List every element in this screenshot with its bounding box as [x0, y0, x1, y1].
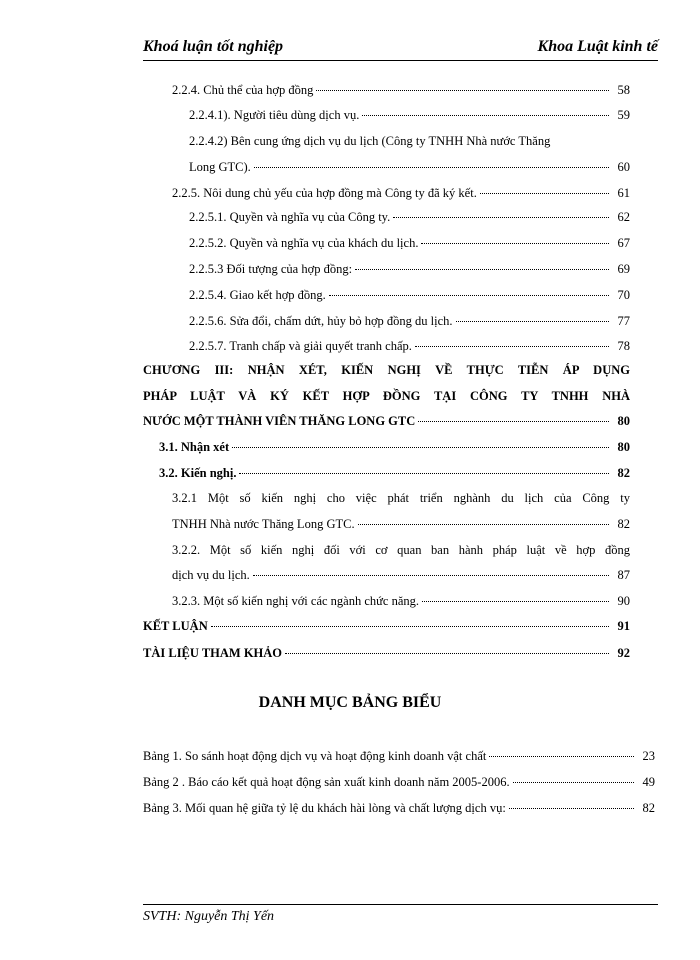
- toc-entry[interactable]: 2.2.5.1. Quyền và nghĩa vụ của Công ty. 62: [189, 210, 630, 224]
- toc-entry-line: 3.2.2. Một số kiến nghị đối với cơ quan ban hành pháp luật về hợp đồng: [172, 543, 630, 557]
- table-list-item[interactable]: Bảng 3. Mối quan hệ giữa tỷ lệ du khách hài lòng và chất lượng dịch vụ: 82: [143, 801, 655, 815]
- toc-entry-line: 3.2.1 Một số kiến nghị cho việc phát triển nghành du lịch của Công ty: [172, 491, 630, 505]
- toc-entry[interactable]: 2.2.4.1). Người tiêu dùng dịch vụ. 59: [189, 108, 630, 122]
- toc-entry[interactable]: 2.2.5.3 Đối tượng của hợp đồng: 69: [189, 262, 630, 276]
- toc-chapter-line: PHÁP LUẬT VÀ KÝ KẾT HỢP ĐỒNG TẠI CÔNG TY TNHH NHÀ: [143, 389, 630, 403]
- toc-entry[interactable]: 2.2.4. Chủ thể của hợp đồng 58: [172, 83, 630, 97]
- toc-entry[interactable]: 2.2.5.4. Giao kết hợp đồng. 70: [189, 288, 630, 302]
- footer-author: SVTH: Nguyễn Thị Yến: [143, 909, 275, 924]
- toc-entry[interactable]: 3.2.3. Một số kiến nghị với các ngành chức năng. 90: [172, 594, 630, 608]
- page-footer: [143, 904, 658, 925]
- toc-entry[interactable]: KẾT LUẬN 91: [143, 619, 630, 633]
- tables-list-title: DANH MỤC BẢNG BIỂU: [258, 694, 442, 711]
- toc-entry[interactable]: 2.2.5.7. Tranh chấp và giải quyết tranh chấp. 78: [189, 339, 630, 353]
- header-right: Khoa Luật kinh tế: [537, 38, 658, 55]
- toc-entry[interactable]: 2.2.5.2. Quyền và nghĩa vụ của khách du lịch. 67: [189, 236, 630, 250]
- toc-entry[interactable]: TNHH Nhà nước Thăng Long GTC. 82: [172, 517, 630, 531]
- page-header: [143, 36, 658, 61]
- toc-entry-line: 2.2.4.2) Bên cung ứng dịch vụ du lịch (Công ty TNHH Nhà nước Thăng: [189, 134, 551, 148]
- toc-entry[interactable]: 3.2. Kiến nghị. 82: [159, 466, 630, 480]
- toc-entry[interactable]: TÀI LIỆU THAM KHẢO 92: [143, 646, 630, 660]
- toc-entry[interactable]: 3.1. Nhận xét 80: [159, 440, 630, 454]
- toc-entry[interactable]: 2.2.5. Nôi dung chủ yếu của hợp đồng mà Công ty đã ký kết. 61: [172, 186, 630, 200]
- header-left: Khoá luận tốt nghiệp: [143, 38, 284, 55]
- toc-entry[interactable]: dịch vụ du lịch. 87: [172, 568, 630, 582]
- toc-entry[interactable]: 2.2.5.6. Sửa đổi, chấm dứt, hủy bỏ hợp đồng du lịch. 77: [189, 314, 630, 328]
- toc-chapter-line: CHƯƠNG III: NHẬN XÉT, KIẾN NGHỊ VỀ THỰC TIỄN ÁP DỤNG: [143, 363, 630, 377]
- toc-entry[interactable]: NƯỚC MỘT THÀNH VIÊN THĂNG LONG GTC 80: [143, 414, 630, 428]
- table-list-item[interactable]: Bảng 2 . Báo cáo kết quả hoạt động sản xuất kinh doanh năm 2005-2006. 49: [143, 775, 655, 789]
- table-list-item[interactable]: Bảng 1. So sánh hoạt động dịch vụ và hoạt động kinh doanh vật chất 23: [143, 749, 655, 763]
- toc-entry[interactable]: Long GTC). 60: [189, 160, 630, 174]
